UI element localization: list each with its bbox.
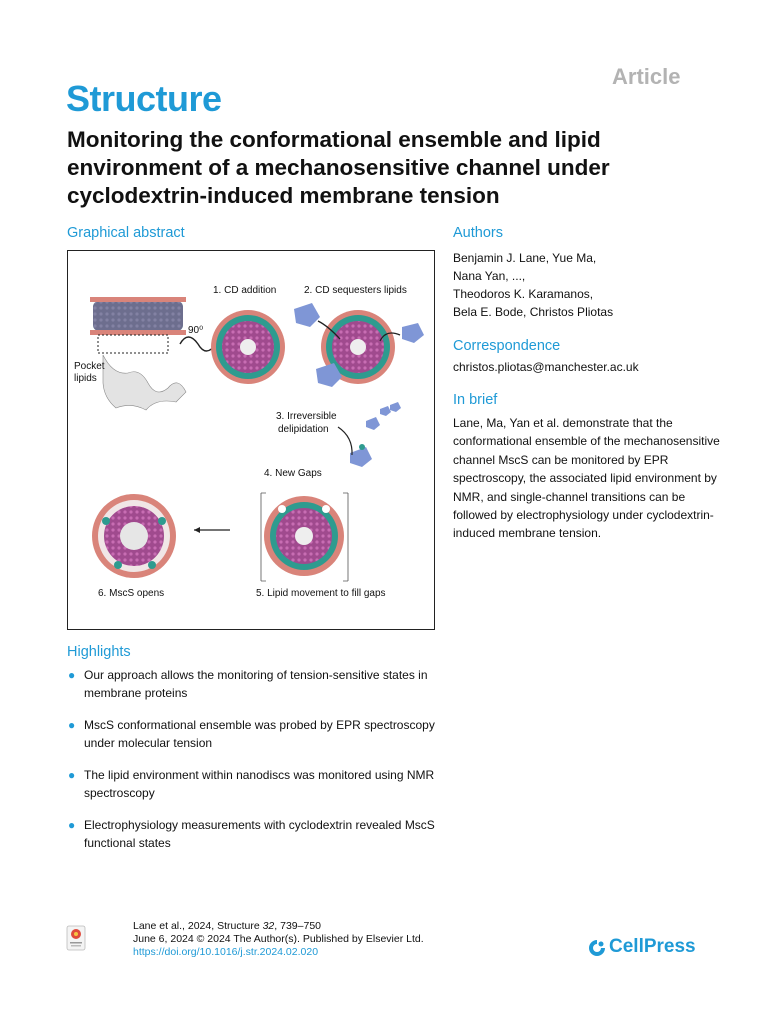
highlight-text: MscS conformational ensemble was probed by EPR spectroscopy under molecular tension (84, 718, 435, 750)
article-title: Monitoring the conformational ensemble and lipid environment of a mechanosensitive channel under cyclodextrin-induced membrane tension (67, 127, 610, 208)
article-type-label: Article (612, 64, 681, 89)
highlights-heading: Highlights (67, 644, 131, 660)
cellpress-logo-text: CellPress (609, 936, 696, 957)
step3a-label: 3. Irreversible (276, 411, 337, 422)
authors-heading: Authors (453, 225, 503, 241)
rotation-label: 90⁰ (188, 325, 204, 336)
in-brief-heading: In brief (453, 392, 498, 408)
correspondence-email[interactable]: christos.pliotas@manchester.ac.uk (453, 360, 639, 374)
graphical-abstract-svg (68, 251, 433, 628)
doi-link[interactable]: https://doi.org/10.1016/j.str.2024.02.020 (133, 946, 319, 958)
author-line: Nana Yan, ..., (453, 269, 526, 283)
cellpress-logo-icon (588, 939, 606, 957)
highlight-text: The lipid environment within nanodiscs was monitored using NMR spectroscopy (84, 768, 435, 800)
step1-label: 1. CD addition (213, 285, 277, 296)
citation-prefix: Lane et al., 2024, Structure (133, 920, 263, 932)
citation-pages: , 739–750 (274, 920, 321, 932)
bullet-icon: ● (68, 768, 76, 782)
step3b-label: delipidation (278, 424, 329, 435)
authors-list (453, 249, 733, 321)
highlight-item (67, 816, 447, 852)
highlight-text: Our approach allows the monitoring of tension-sensitive states in membrane proteins (84, 668, 428, 700)
side-view-protein (90, 297, 186, 410)
graphical-abstract-heading: Graphical abstract (67, 225, 185, 241)
correspondence-heading: Correspondence (453, 338, 561, 354)
highlight-item (67, 716, 447, 752)
author-line: Bela E. Bode, Christos Pliotas (453, 305, 614, 319)
pocket-label-2: lipids (74, 373, 97, 384)
bullet-icon: ● (68, 668, 76, 682)
citation-line (133, 920, 424, 933)
pocket-label-1: Pocket (74, 361, 105, 372)
nanodisc-top-view-1 (211, 310, 285, 384)
author-line: Benjamin J. Lane, Yue Ma, (453, 251, 597, 265)
in-brief-text: Lane, Ma, Yan et al. demonstrate that the conformational ensemble of the mechanosensitive channel MscS can be monitored by EPR spectroscopy, the associated lipid environment by NMR, and single-channel transitions can be followed by electrophysiology under cyclodextrin-induced membrane tension. (453, 416, 720, 541)
bullet-icon: ● (68, 818, 76, 832)
step2-label: 2. CD sequesters lipids (304, 285, 407, 296)
bullet-icon: ● (68, 718, 76, 732)
highlight-item (67, 666, 447, 702)
copyright-line: June 6, 2024 © 2024 The Author(s). Published by Elsevier Ltd. (133, 933, 424, 945)
highlight-item (67, 766, 447, 802)
step6-label: 6. MscS opens (98, 588, 165, 599)
highlight-text: Electrophysiology measurements with cyclodextrin revealed MscS functional states (84, 818, 435, 850)
nanodisc-with-gaps (264, 496, 344, 576)
citation-volume: 32 (262, 920, 275, 932)
author-line: Theodoros K. Karamanos, (453, 287, 594, 301)
step4-label: 4. New Gaps (264, 468, 322, 479)
delipidated-cd-icons (338, 402, 401, 467)
step5-label: 5. Lipid movement to fill gaps (256, 588, 386, 599)
highlights-list (67, 666, 447, 866)
journal-name[interactable]: Structure (66, 78, 222, 119)
check-for-updates-icon[interactable] (66, 925, 86, 951)
citation-footer (133, 920, 424, 959)
graphical-abstract-figure (67, 250, 435, 630)
mscs-open-nanodisc (92, 494, 176, 578)
left-arrow-icon (194, 527, 230, 533)
